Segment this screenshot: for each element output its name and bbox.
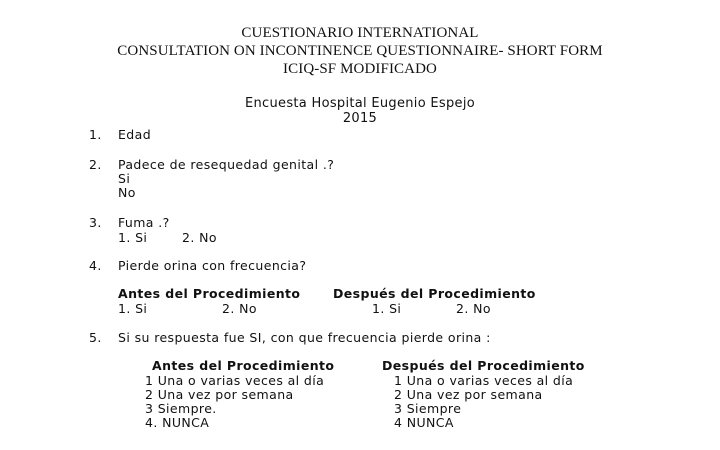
header-line-2: CONSULTATION ON INCONTINENCE QUESTIONNAIRE- SHORT FORM: [117, 43, 603, 59]
q5-after-label: Después del Procedimiento: [382, 358, 585, 373]
q5-after-option: 4 NUNCA: [394, 415, 454, 430]
header-line-3: ICIQ-SF MODIFICADO: [283, 61, 437, 77]
q5-after-option: 1 Una o varias veces al día: [394, 373, 574, 388]
survey-year: 2015: [342, 111, 378, 126]
q5-number: 5.: [89, 330, 102, 345]
q4-before-option-si: 1. Si: [118, 301, 148, 316]
q4-before-option-no: 2. No: [222, 301, 257, 316]
q2-option-si: Si: [118, 171, 131, 186]
q4-after-label: Después del Procedimiento: [333, 286, 536, 301]
q1-text: Edad: [118, 127, 152, 142]
q2-option-no: No: [118, 185, 136, 200]
q5-after-option: 2 Una vez por semana: [394, 387, 543, 402]
survey-title: Encuesta Hospital Eugenio Espejo: [244, 96, 476, 111]
q5-before-option: 1 Una o varias veces al día: [145, 373, 325, 388]
q5-text: Si su respuesta fue SI, con que frecuencia pierde orina :: [118, 330, 491, 345]
q4-number: 4.: [89, 258, 102, 273]
header-line-1: CUESTIONARIO INTERNATIONAL: [241, 25, 479, 41]
q4-after-option-si: 1. Si: [372, 301, 402, 316]
q5-before-option: 4. NUNCA: [145, 415, 210, 430]
q5-before-option: 2 Una vez por semana: [145, 387, 294, 402]
q3-number: 3.: [89, 215, 102, 230]
q4-text: Pierde orina con frecuencia?: [118, 258, 307, 273]
q3-option-si: 1. Si: [118, 230, 148, 245]
q5-before-option: 3 Siempre.: [145, 401, 217, 416]
q1-number: 1.: [89, 127, 102, 142]
q4-after-option-no: 2. No: [456, 301, 491, 316]
q2-number: 2.: [89, 157, 102, 172]
q3-text: Fuma .?: [118, 215, 170, 230]
q5-after-option: 3 Siempre: [394, 401, 462, 416]
q3-option-no: 2. No: [182, 230, 217, 245]
q4-before-label: Antes del Procedimiento: [118, 286, 301, 301]
q5-before-label: Antes del Procedimiento: [152, 358, 335, 373]
q2-text: Padece de resequedad genital .?: [118, 157, 335, 172]
